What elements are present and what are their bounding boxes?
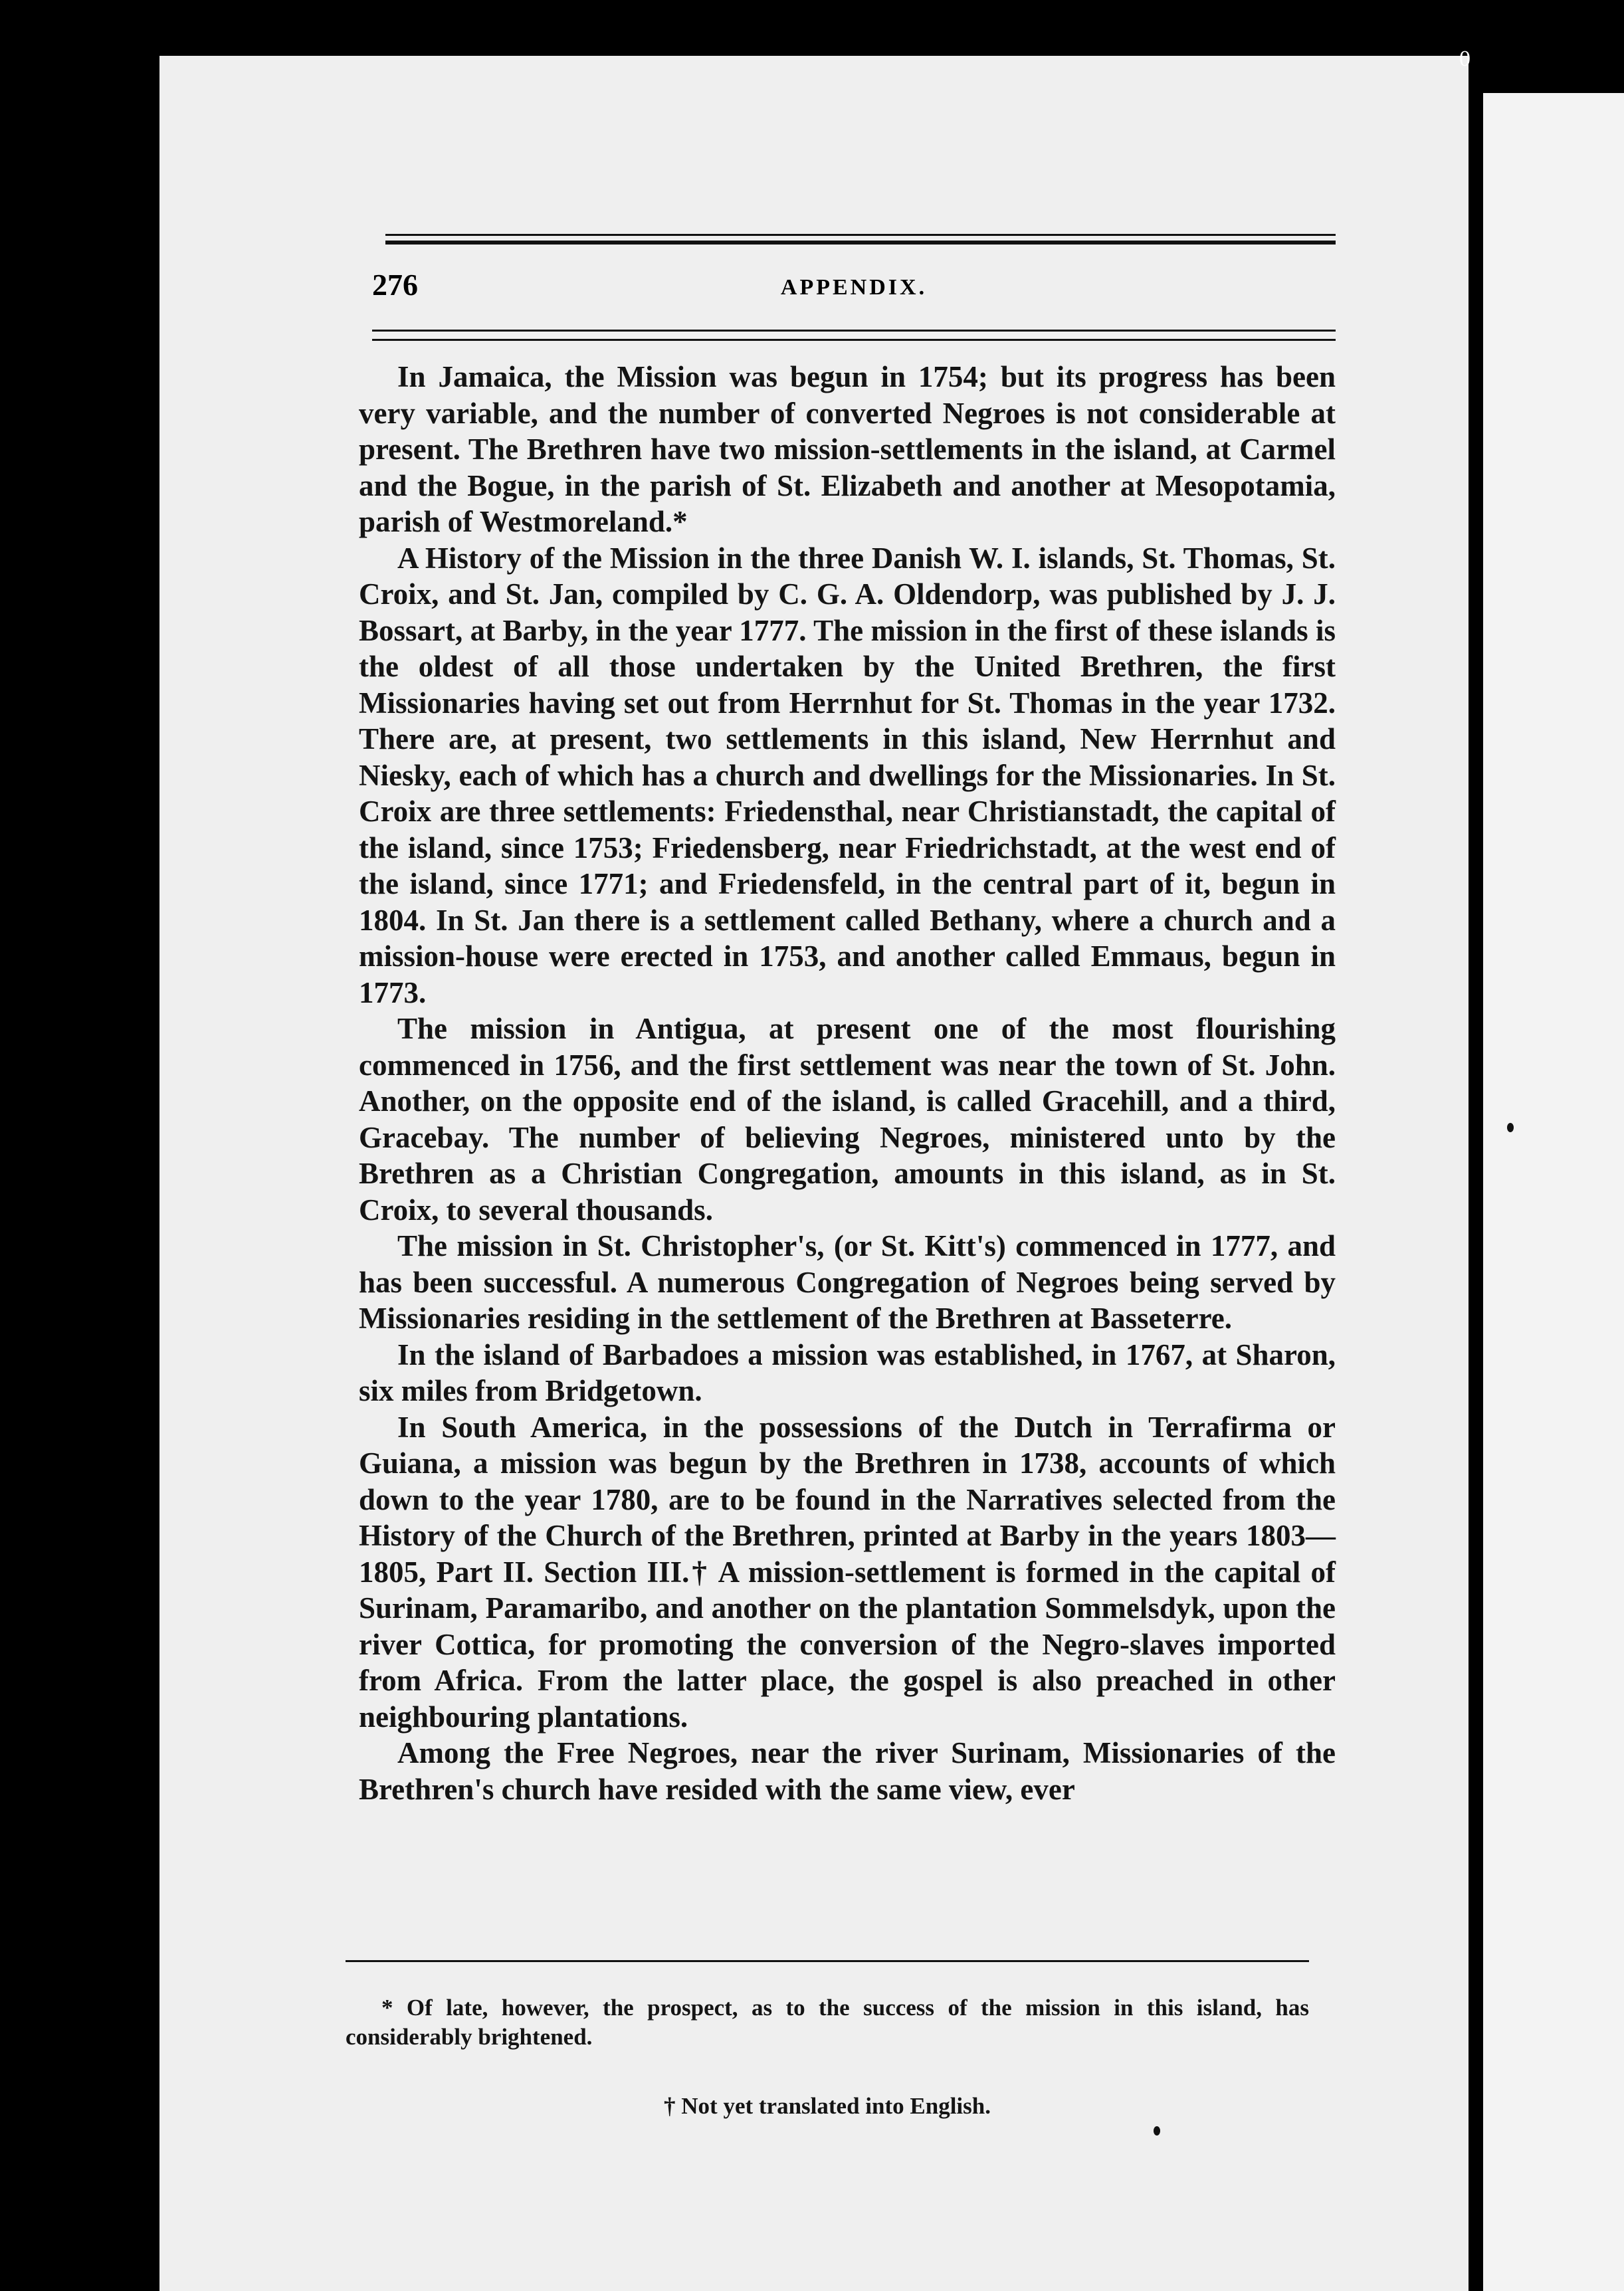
footnote-rule: [346, 1960, 1309, 1962]
corner-mark: 0: [1459, 47, 1471, 71]
paragraph-st-christophers: The mission in St. Christopher's, (or St. Kitt's) commenced in 1777, and has been successful. A numerous Congregation of Negroes being served by Missionaries residing in the settlement of the Brethren at Basseterre.: [359, 1229, 1336, 1335]
paragraph-jamaica: In Jamaica, the Mission was begun in 1754; but its progress has been very variable, and the number of converted Negroes is not considerable at present. The Brethren have two mission-settlements in the island, at Carmel and the Bogue, in the parish of St. Elizabeth and another at Mesopotamia, parish of Westmoreland.*: [359, 360, 1336, 538]
speck-mark: [1154, 2126, 1160, 2136]
section-title: APPENDIX.: [780, 275, 928, 300]
footnote-2: † Not yet translated into English.: [664, 2093, 991, 2119]
running-head: [372, 267, 1336, 307]
top-rule-thick: [385, 241, 1336, 245]
footnote-1: * Of late, however, the prospect, as to the success of the mission in this island, has considerably brightened.: [346, 1995, 1309, 2050]
paragraph-barbadoes: In the island of Barbadoes a mission was established, in 1767, at Sharon, six miles from Bridgetown.: [359, 1338, 1336, 1407]
adjacent-page-edge: [1483, 93, 1624, 2291]
paragraph-danish-islands: A History of the Mission in the three Danish W. I. islands, St. Thomas, St. Croix, and St. Jan, compiled by C. G. A. Oldendorp, was published by J. J. Bossart, at Barby, in the year 1777. The mission in the first of these islands is the oldest of all those undertaken by the United Brethren, the first Missionaries having set out from Herrnhut for St. Thomas in the year 1732. There are, at present, two settlements in this island, New Herrnhut and Niesky, each of which has a church and dwellings for the Missionaries. In St. Croix are three settlements: Friedensthal, near Christianstadt, the capital of the island, since 1753; Friedensberg, near Friedrichstadt, at the west end of the island, since 1771; and Friedensfeld, in the central part of it, begun in 1804. In St. Jan there is a settlement called Bethany, where a church and a mission-house were erected in 1753, and another called Emmaus, begun in 1773.: [359, 541, 1336, 1009]
body-text: [359, 359, 1336, 1807]
speck-mark: [1507, 1123, 1514, 1132]
paragraph-free-negroes: Among the Free Negroes, near the river Surinam, Missionaries of the Brethren's church have resided with the same view, ever: [359, 1736, 1336, 1806]
header-rule: [372, 330, 1336, 332]
page-number: 276: [372, 268, 418, 302]
paragraph-south-america: In South America, in the possessions of the Dutch in Terrafirma or Guiana, a mission was begun by the Brethren in 1738, accounts of which down to the year 1780, are to be found in the Narratives selected from the History of the Church of the Brethren, printed at Barby in the years 1803—1805, Part II. Section III.† A mission-settlement is formed in the capital of Surinam, Paramaribo, and another on the plantation Sommelsdyk, upon the river Cottica, for promoting the conversion of the Negro-slaves imported from Africa. From the latter place, the gospel is also preached in other neighbouring plantations.: [359, 1410, 1336, 1734]
footnotes: [346, 1993, 1309, 2121]
header-rule-2: [372, 339, 1336, 341]
paragraph-antigua: The mission in Antigua, at present one of the most flourishing commenced in 1756, and the first settlement was near the town of St. John. Another, on the opposite end of the island, is called Gracehill, and a third, Gracebay. The number of believing Negroes, ministered unto by the Brethren as a Christian Congregation, amounts in this island, as in St. Croix, to several thousands.: [359, 1012, 1336, 1227]
top-rule: [385, 234, 1336, 236]
